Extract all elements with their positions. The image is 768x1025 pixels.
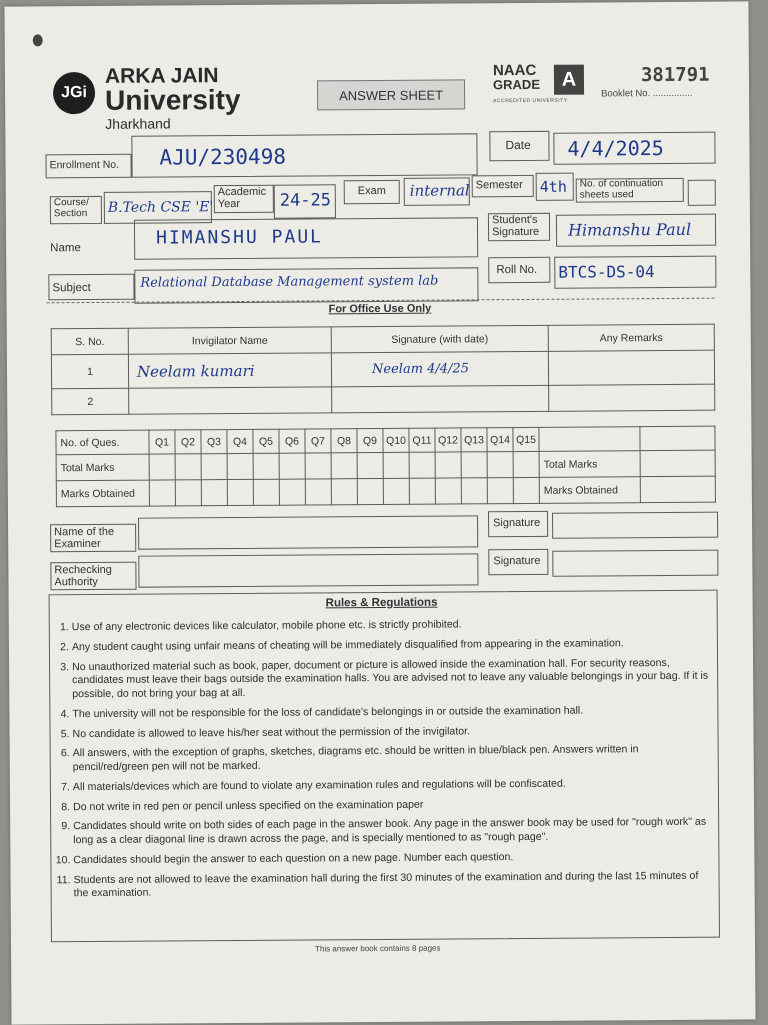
rule-item: 11. Students are not allowed to leave the examination hall during the first 30 minutes of the examination and during the last 15 minutes of the examination. <box>74 869 711 901</box>
semester-label: Semester <box>475 178 523 192</box>
university-line2: University <box>105 83 241 116</box>
date-value: 4/4/2025 <box>567 136 664 161</box>
name-value: HIMANSHU PAUL <box>156 226 324 249</box>
marks-cell[interactable] <box>253 479 279 505</box>
enrollment-value: AJU/230498 <box>159 144 287 170</box>
total-marks-label: Total Marks <box>539 451 640 478</box>
rule-item: 7. All materials/devices which are found to violate any examination rules and regulations will be confiscated. <box>73 777 710 795</box>
continuation-label: No. of continuation sheets used <box>579 178 664 201</box>
recheck-signature-label: Signature <box>493 554 541 568</box>
marks-cell[interactable] <box>279 453 305 479</box>
marks-cell[interactable] <box>201 454 227 480</box>
rule-item: 8. Do not write in red pen or pencil unless specified on the examination paper <box>73 796 710 814</box>
subject-value: Relational Database Management system lab <box>140 273 439 291</box>
examiner-label: Name of the Examiner <box>54 525 115 550</box>
punch-hole <box>33 34 43 46</box>
question-header: Q12 <box>435 428 461 452</box>
marks-cell[interactable] <box>175 480 201 506</box>
question-header: Q7 <box>305 429 331 453</box>
marks-cell[interactable] <box>357 478 383 504</box>
office-header-remarks: Any Remarks <box>548 324 714 351</box>
question-header: Q5 <box>253 429 279 453</box>
office-row2-name[interactable] <box>129 387 332 414</box>
question-header: Q3 <box>201 430 227 454</box>
marks-row-label: No. of Ques. <box>56 430 149 455</box>
marks-cell[interactable] <box>305 453 331 479</box>
question-header: Q6 <box>279 429 305 453</box>
rule-item: 10. Candidates should begin the answer to each question on a new page. Number each question. <box>73 850 710 868</box>
rule-item: 1. Use of any electronic devices like calculator, mobile phone etc. is strictly prohibited. <box>72 617 709 635</box>
office-row2-remarks[interactable] <box>549 384 715 411</box>
office-row <box>51 350 714 389</box>
marks-cell[interactable] <box>513 477 539 503</box>
academic-year-label: Academic Year <box>217 185 267 210</box>
question-header: Q2 <box>175 430 201 454</box>
question-header: Q4 <box>227 429 253 453</box>
marks-cell[interactable] <box>331 453 357 479</box>
marks-cell[interactable] <box>227 479 253 505</box>
rule-item: 6. All answers, with the exception of graphs, sketches, diagrams etc. should be written in blue/black pen. Answers written in pencil/red/green pen will not be marked. <box>73 743 710 775</box>
office-row1-remarks[interactable] <box>548 350 714 385</box>
office-use-table <box>51 324 716 416</box>
recheck-field[interactable] <box>138 553 478 587</box>
marks-obtained-label: Marks Obtained <box>539 477 640 504</box>
logo-text: JGi <box>61 84 88 102</box>
marks-cell[interactable] <box>487 478 513 504</box>
answer-sheet-page <box>4 1 755 1024</box>
enrollment-label: Enrollment No. <box>49 158 120 172</box>
rule-item: 4. The university will not be responsible for the loss of candidate's belongings in or outside the examination hall. <box>72 704 709 722</box>
marks-cell[interactable] <box>305 479 331 505</box>
marks-cell[interactable] <box>357 452 383 478</box>
examiner-signature-label: Signature <box>493 516 541 530</box>
jgi-logo <box>53 72 95 114</box>
summary-label-blank <box>539 427 640 452</box>
summary-value-cell[interactable] <box>640 450 715 477</box>
roll-value: BTCS-DS-04 <box>558 262 655 282</box>
question-header: Q15 <box>513 427 539 451</box>
marks-cell[interactable] <box>331 479 357 505</box>
marks-row-label: Total Marks <box>56 454 149 481</box>
office-row1-sno: 1 <box>51 354 128 389</box>
office-row <box>52 384 715 415</box>
question-header: Q1 <box>149 430 175 454</box>
marks-cell[interactable] <box>435 452 461 478</box>
examiner-signature-field[interactable] <box>552 512 718 539</box>
date-label: Date <box>505 137 531 153</box>
student-signature-label: Student's Signature <box>491 213 540 238</box>
course-value: B.Tech CSE 'E' <box>107 199 214 216</box>
rule-item: 3. No unauthorized material such as book, paper, document or picture is allowed inside the examination hall. For security reasons, candidates must leave their bags outside the examination halls. You are advised not to leave any valuable belongings in your bag. If it is possible, do not bring your bag at all. <box>72 656 709 702</box>
marks-row <box>56 476 715 507</box>
rules-title: Rules & Regulations <box>325 596 438 610</box>
student-signature-value: Himanshu Paul <box>567 219 692 240</box>
office-row1-name[interactable] <box>128 353 331 388</box>
office-row2-signature[interactable] <box>332 385 549 413</box>
booklet-label: Booklet No. ............... <box>601 87 693 100</box>
footer-note: This answer book contains 8 pages <box>315 943 441 954</box>
marks-cell[interactable] <box>175 454 201 480</box>
university-state: Jharkhand <box>105 115 171 132</box>
marks-cell[interactable] <box>227 453 253 479</box>
marks-cell[interactable] <box>149 480 175 506</box>
academic-year-value: 24-25 <box>279 190 332 211</box>
marks-cell[interactable] <box>253 453 279 479</box>
marks-cell[interactable] <box>461 478 487 504</box>
semester-value: 4th <box>539 177 567 196</box>
marks-cell[interactable] <box>409 452 435 478</box>
university-name <box>105 65 241 131</box>
subject-label: Subject <box>52 282 91 295</box>
rule-item: 5. No candidate is allowed to leave his/her seat without the permission of the invigilator. <box>72 723 709 741</box>
marks-cell[interactable] <box>409 478 435 504</box>
office-header-invigilator: Invigilator Name <box>128 327 331 354</box>
question-header: Q10 <box>383 428 409 452</box>
accredited-text: ACCREDITED UNIVERSITY <box>493 97 568 105</box>
marks-cell[interactable] <box>461 452 487 478</box>
question-header: Q8 <box>331 429 357 453</box>
question-header: Q13 <box>461 428 487 452</box>
naac-line1: NAAC <box>492 61 537 80</box>
recheck-label: Rechecking Authority <box>54 563 112 588</box>
marks-cell[interactable] <box>435 478 461 504</box>
continuation-field[interactable] <box>688 180 716 206</box>
naac-badge <box>493 63 540 91</box>
naac-line2: GRADE <box>492 76 541 93</box>
marks-cell[interactable] <box>279 479 305 505</box>
booklet-number: 381791 <box>640 63 710 87</box>
examiner-name-field[interactable] <box>138 515 478 549</box>
marks-cell[interactable] <box>487 452 513 478</box>
rules-section <box>49 590 720 943</box>
office-row1-name-value: Neelam kumari <box>136 361 255 381</box>
rules-list <box>50 617 719 908</box>
rule-item: 9. Candidates should write on both sides of each page in the answer book. Any page in the answer book may be used for "rough work" as long as a clear diagonal line is drawn across the page, and is specially mentioned to as "rough page". <box>73 816 710 848</box>
roll-label: Roll No. <box>496 263 538 277</box>
marks-cell[interactable] <box>383 452 409 478</box>
summary-value-cell <box>640 426 715 451</box>
name-label: Name <box>50 242 81 255</box>
office-header-signature: Signature (with date) <box>331 325 548 353</box>
recheck-signature-field[interactable] <box>552 550 718 577</box>
marks-cell[interactable] <box>513 451 539 477</box>
marks-cell[interactable] <box>201 480 227 506</box>
summary-value-cell[interactable] <box>640 476 715 503</box>
question-header: Q11 <box>409 428 435 452</box>
course-label: Course/ Section <box>53 197 89 219</box>
answer-sheet-title: ANSWER SHEET <box>317 79 465 110</box>
office-header-sno: S. No. <box>51 328 128 355</box>
office-row2-sno: 2 <box>52 388 129 415</box>
question-header: Q9 <box>357 428 383 452</box>
exam-value: internal <box>409 181 470 200</box>
university-line1: ARKA JAIN <box>104 64 219 88</box>
office-row1-signature[interactable] <box>331 351 548 387</box>
question-header: Q14 <box>487 428 513 452</box>
marks-cell[interactable] <box>383 478 409 504</box>
office-use-title: For Office Use Only <box>328 302 432 316</box>
marks-row-label: Marks Obtained <box>56 480 149 507</box>
office-row1-signature-value: Neelam 4/4/25 <box>371 361 470 378</box>
marks-table <box>55 426 716 508</box>
exam-label: Exam <box>357 184 386 198</box>
naac-grade: A <box>554 65 584 95</box>
marks-cell[interactable] <box>149 454 175 480</box>
rule-item: 2. Any student caught using unfair means of cheating will be immediately disqualified from appearing in the examination. <box>72 636 709 654</box>
